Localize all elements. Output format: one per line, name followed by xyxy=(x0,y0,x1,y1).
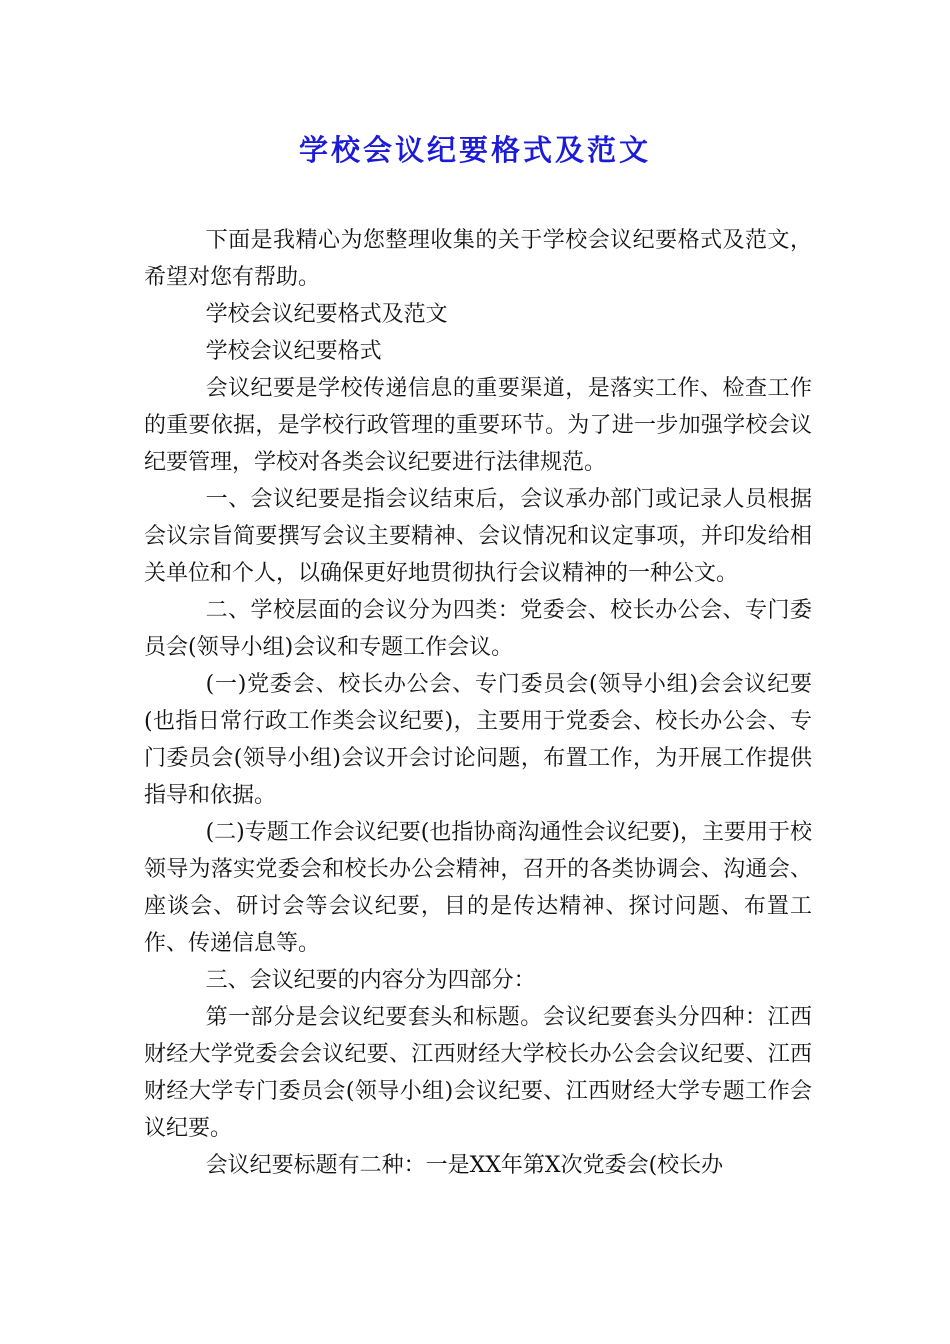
paragraph-intro: 下面是我精心为您整理收集的关于学校会议纪要格式及范文，希望对您有帮助。 xyxy=(144,228,812,290)
paragraph: 一、会议纪要是指会议结束后，会议承办部门或记录人员根据会议宗旨简要撰写会议主要精神、会议情况和议定事项，并印发给相关单位和个人，以确保更好地贯彻执行会议精神的一种公文。 xyxy=(144,487,812,586)
paragraph: (一)党委会、校长办公会、专门委员会(领导小组)会会议纪要(也指日常行政工作类会议纪要)，主要用于党委会、校长办公会、专门委员会(领导小组)会议开会讨论问题，布置工作，为开展工作提供指导和依据。 xyxy=(144,672,812,808)
paragraph: 三、会议纪要的内容分为四部分： xyxy=(205,968,536,993)
paragraph: (二)专题工作会议纪要(也指协商沟通性会议纪要)，主要用于校领导为落实党委会和校长办公会精神，召开的各类协调会、沟通会、座谈会、研讨会等会议纪要，目的是传达精神、探讨问题、布置工作、传递信息等。 xyxy=(144,820,812,956)
paragraph: 会议纪要是学校传递信息的重要渠道，是落实工作、检查工作的重要依据，是学校行政管理的重要环节。为了进一步加强学校会议纪要管理，学校对各类会议纪要进行法律规范。 xyxy=(144,376,812,475)
paragraph-heading-2: 学校会议纪要格式 xyxy=(205,339,382,364)
paragraph: 第一部分是会议纪要套头和标题。会议纪要套头分四种：江西财经大学党委会会议纪要、江西财经大学校长办公会会议纪要、江西财经大学专门委员会(领导小组)会议纪要、江西财经大学专题工作会议纪要。 xyxy=(144,1005,812,1141)
document-title: 学校会议纪要格式及范文 xyxy=(298,133,651,167)
paragraph-heading-1: 学校会议纪要格式及范文 xyxy=(205,302,448,327)
paragraph: 二、学校层面的会议分为四类：党委会、校长办公会、专门委员会(领导小组)会议和专题工作会议。 xyxy=(144,598,812,660)
paragraph: 会议纪要标题有二种：一是XX年第X次党委会(校长办 xyxy=(205,1153,724,1178)
document-body xyxy=(144,222,812,1184)
